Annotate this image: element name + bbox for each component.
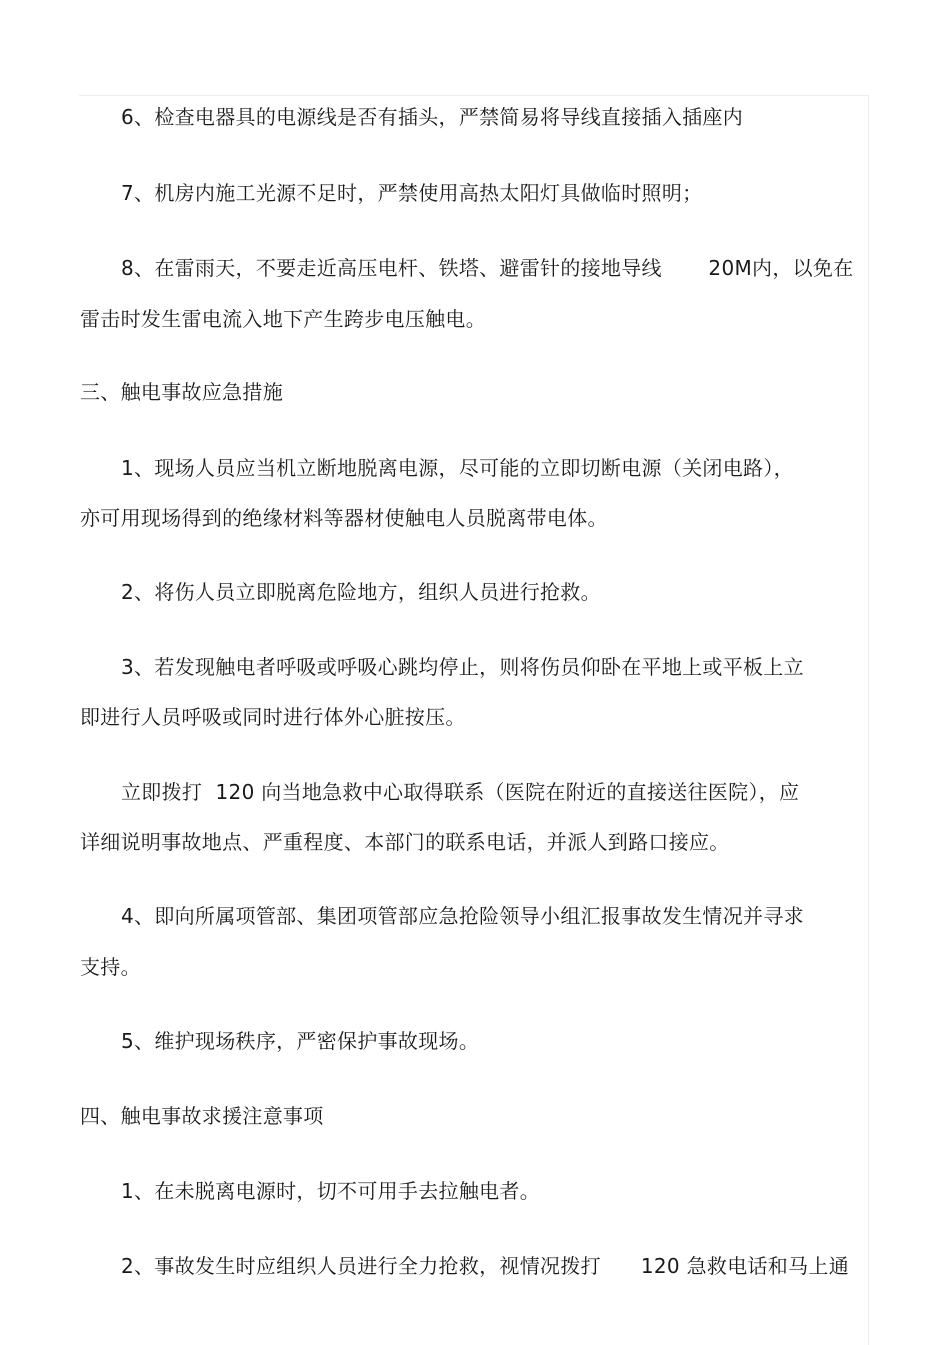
section-3-heading: 三、触电事故应急措施 <box>80 380 283 404</box>
item-7-text: 7、机房内施工光源不足时，严禁使用高热太阳灯具做临时照明； <box>121 181 703 205</box>
item-6-text: 6、检查电器具的电源线是否有插头，严禁简易将导线直接插入插座内 <box>121 105 744 129</box>
note-1-text: 1、在未脱离电源时，切不可用手去拉触电者。 <box>121 1179 541 1203</box>
measure-3-text-cont: 即进行人员呼吸或同时进行体外心脏按压。 <box>80 705 466 729</box>
emergency-call-text-cont: 详细说明事故地点、严重程度、本部门的联系电话，并派人到路口接应。 <box>80 830 730 854</box>
note-2-text: 2、事故发生时应组织人员进行全力抢救，视情况拨打 120 急救电话和马上通 <box>121 1254 849 1278</box>
measure-1-text-cont: 亦可用现场得到的绝缘材料等器材使触电人员脱离带电体。 <box>80 506 608 530</box>
measure-1-text: 1、现场人员应当机立断地脱离电源，尽可能的立即切断电源（关闭电路）， <box>121 456 794 480</box>
emergency-call-text: 立即拨打 120 向当地急救中心取得联系（医院在附近的直接送往医院），应 <box>121 780 800 804</box>
measure-4-text-cont: 支持。 <box>80 955 141 979</box>
section-4-heading: 四、触电事故求援注意事项 <box>80 1104 324 1128</box>
measure-5-text: 5、维护现场秩序，严密保护事故现场。 <box>121 1029 480 1053</box>
item-8-text: 8、在雷雨天，不要走近高压电杆、铁塔、避雷针的接地导线 20M内，以免在 <box>121 256 854 280</box>
measure-2-text: 2、将伤人员立即脱离危险地方，组织人员进行抢救。 <box>121 580 601 604</box>
item-8-text-cont: 雷击时发生雷电流入地下产生跨步电压触电。 <box>80 307 486 331</box>
measure-3-text: 3、若发现触电者呼吸或呼吸心跳均停止，则将伤员仰卧在平地上或平板上立 <box>121 655 804 679</box>
measure-4-text: 4、即向所属项管部、集团项管部应急抢险领导小组汇报事故发生情况并寻求 <box>121 904 804 928</box>
